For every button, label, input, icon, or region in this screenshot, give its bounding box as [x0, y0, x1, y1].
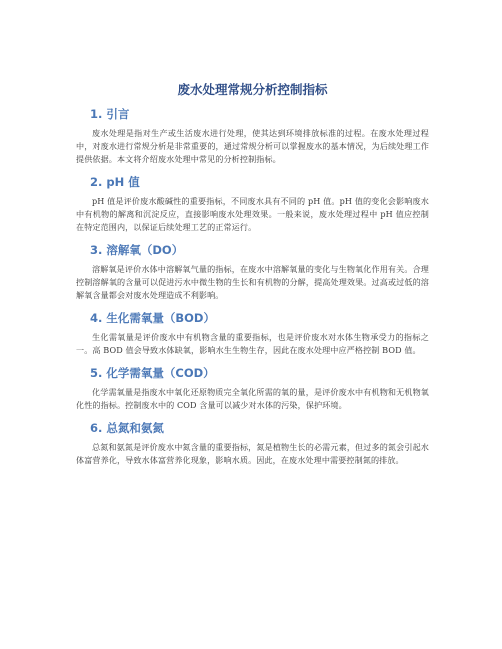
section-heading: 6. 总氮和氨氮: [90, 421, 164, 435]
section-dissolved-oxygen: [76, 243, 429, 302]
section-heading: 5. 化学需氧量（COD）: [90, 366, 215, 380]
section-heading: 1. 引言: [90, 107, 130, 121]
section-nitrogen: [76, 421, 429, 467]
section-paragraph: 生化需氧量是评价废水中有机物含量的重要指标，也是评价废水对水体生物承受力的指标之一。高 BOD 值会导致水体缺氧，影响水生生物生存，因此在废水处理中应严格控制 BOD 值。: [76, 332, 429, 355]
section-paragraph: 废水处理是指对生产或生活废水进行处理，使其达到环境排放标准的过程。在废水处理过程中，对废水进行常规分析是非常重要的，通过常规分析可以掌握废水的基本情况，为后续处理工作提供依据。本文将介绍废水处理中常见的分析控制指标。: [76, 128, 429, 164]
section-heading: 3. 溶解氧（DO）: [90, 243, 184, 257]
section-heading: 2. pH 值: [90, 175, 140, 189]
section-paragraph: 总氮和氨氮是评价废水中氮含量的重要指标，氮是植物生长的必需元素，但过多的氮会引起水体富营养化，导致水体富营养化现象，影响水质。因此，在废水处理中需要控制氮的排放。: [76, 442, 429, 465]
section-ph: [76, 175, 429, 234]
section-paragraph: 溶解氧是评价水体中溶解氧气量的指标，在废水中溶解氧量的变化与生物氧化作用有关。合理控制溶解氧的含量可以促进污水中微生物的生长和有机物的分解，提高处理效果。过高或过低的溶解氧含量都会对废水处理造成不利影响。: [76, 264, 429, 300]
section-paragraph: pH 值是评价废水酸碱性的重要指标，不同废水具有不同的 pH 值。pH 值的变化会影响废水中有机物的解离和沉淀反应，直接影响废水处理效果。一般来说，废水处理过程中 pH 值应控制在特定范围内，以保证后续处理工艺的正常运行。: [76, 196, 429, 232]
section-bod: [76, 311, 429, 357]
section-introduction: [76, 107, 429, 166]
document-title: 废水处理常规分析控制指标: [177, 82, 328, 97]
section-cod: [76, 366, 429, 412]
section-heading: 4. 生化需氧量（BOD）: [90, 311, 215, 325]
section-paragraph: 化学需氧量是指废水中氧化还原物质完全氧化所需的氧的量，是评价废水中有机物和无机物氧化性的指标。控制废水中的 COD 含量可以减少对水体的污染，保护环境。: [76, 387, 429, 410]
